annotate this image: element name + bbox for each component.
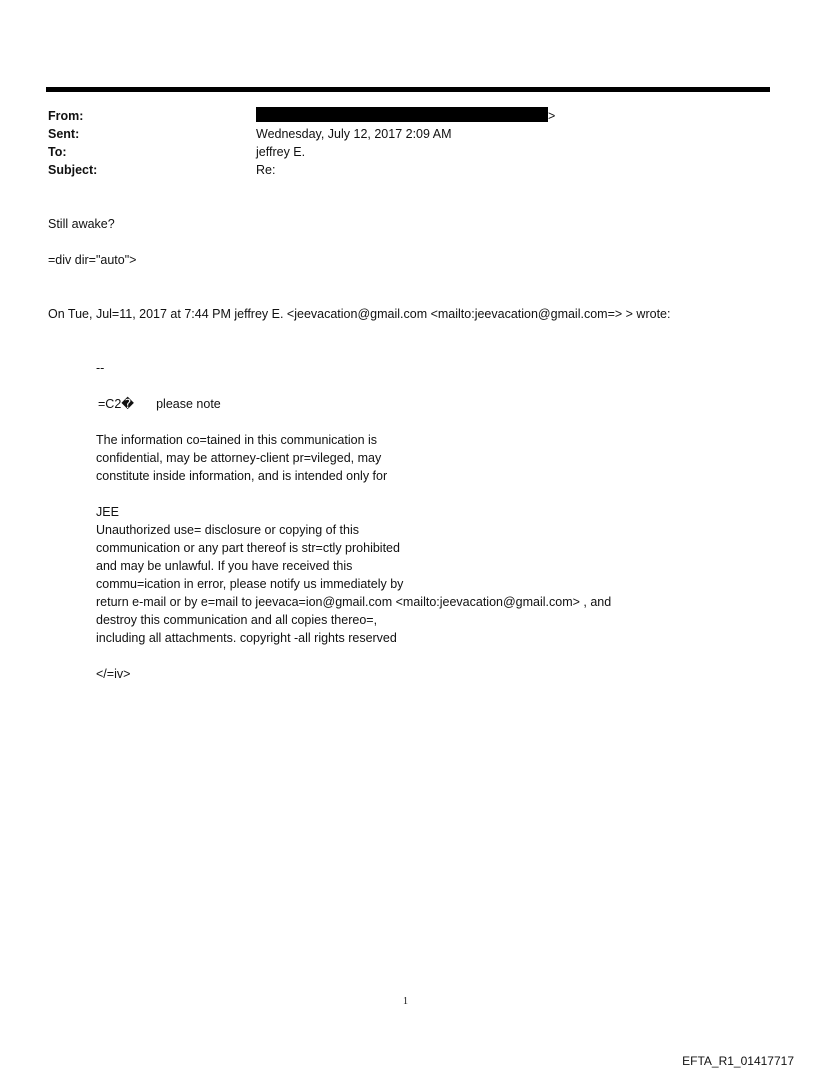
from-suffix: > <box>548 109 556 123</box>
header-rule <box>46 87 770 92</box>
sent-label: Sent: <box>48 127 80 141</box>
note-text: please note <box>156 397 221 411</box>
quoted-dash: -- <box>96 361 105 375</box>
quoted-para1-line: The information co=tained in this communication is <box>96 433 378 447</box>
quote-intro: On Tue, Jul=11, 2017 at 7:44 PM jeffrey E. <jeevacation@gmail.com <mailto:jeevacation@gmail.com=> > wrote: <box>48 307 671 321</box>
note-prefix: =C2� <box>98 397 135 411</box>
from-label: From: <box>48 109 84 123</box>
to-value: jeffrey E. <box>256 145 306 159</box>
body-line-div: =div dir="auto"> <box>48 253 137 267</box>
subject-label: Subject: <box>48 163 98 177</box>
quoted-para1-line: constitute inside information, and is intended only for <box>96 469 388 483</box>
redaction-block <box>256 107 548 122</box>
quoted-para2-line: return e-mail or by e=mail to jeevaca=ion@gmail.com <mailto:jeevacation@gmail.com> , and <box>96 595 612 609</box>
quoted-para2-line: commu=ication in error, please notify us immediately by <box>96 577 404 591</box>
sent-value: Wednesday, July 12, 2017 2:09 AM <box>256 127 452 141</box>
quoted-close-tag: </=iv> <box>96 667 131 681</box>
subject-value: Re: <box>256 163 276 177</box>
to-row <box>48 143 768 161</box>
quoted-para2-line: communication or any part thereof is str=ctly prohibited <box>96 541 400 555</box>
from-value <box>256 107 555 125</box>
sent-row <box>48 125 768 143</box>
quoted-para2-line: Unauthorized use= disclosure or copying of this <box>96 523 359 537</box>
quoted-para2-line: destroy this communication and all copies thereo=, <box>96 613 378 627</box>
quoted-note <box>96 395 221 413</box>
email-header <box>48 107 768 179</box>
quoted-para1-line: confidential, may be attorney-client pr=vileged, may <box>96 451 382 465</box>
body-line-still-awake: Still awake? <box>48 217 115 231</box>
quoted-para2-line: and may be unlawful. If you have received this <box>96 559 353 573</box>
subject-row <box>48 161 768 179</box>
page-number: 1 <box>403 996 408 1007</box>
from-row <box>48 107 768 125</box>
quoted-para2-line: JEE <box>96 505 119 519</box>
to-label: To: <box>48 145 67 159</box>
quoted-para2-line: including all attachments. copyright -all rights reserved <box>96 631 397 645</box>
bates-number: EFTA_R1_01417717 <box>682 1054 794 1068</box>
